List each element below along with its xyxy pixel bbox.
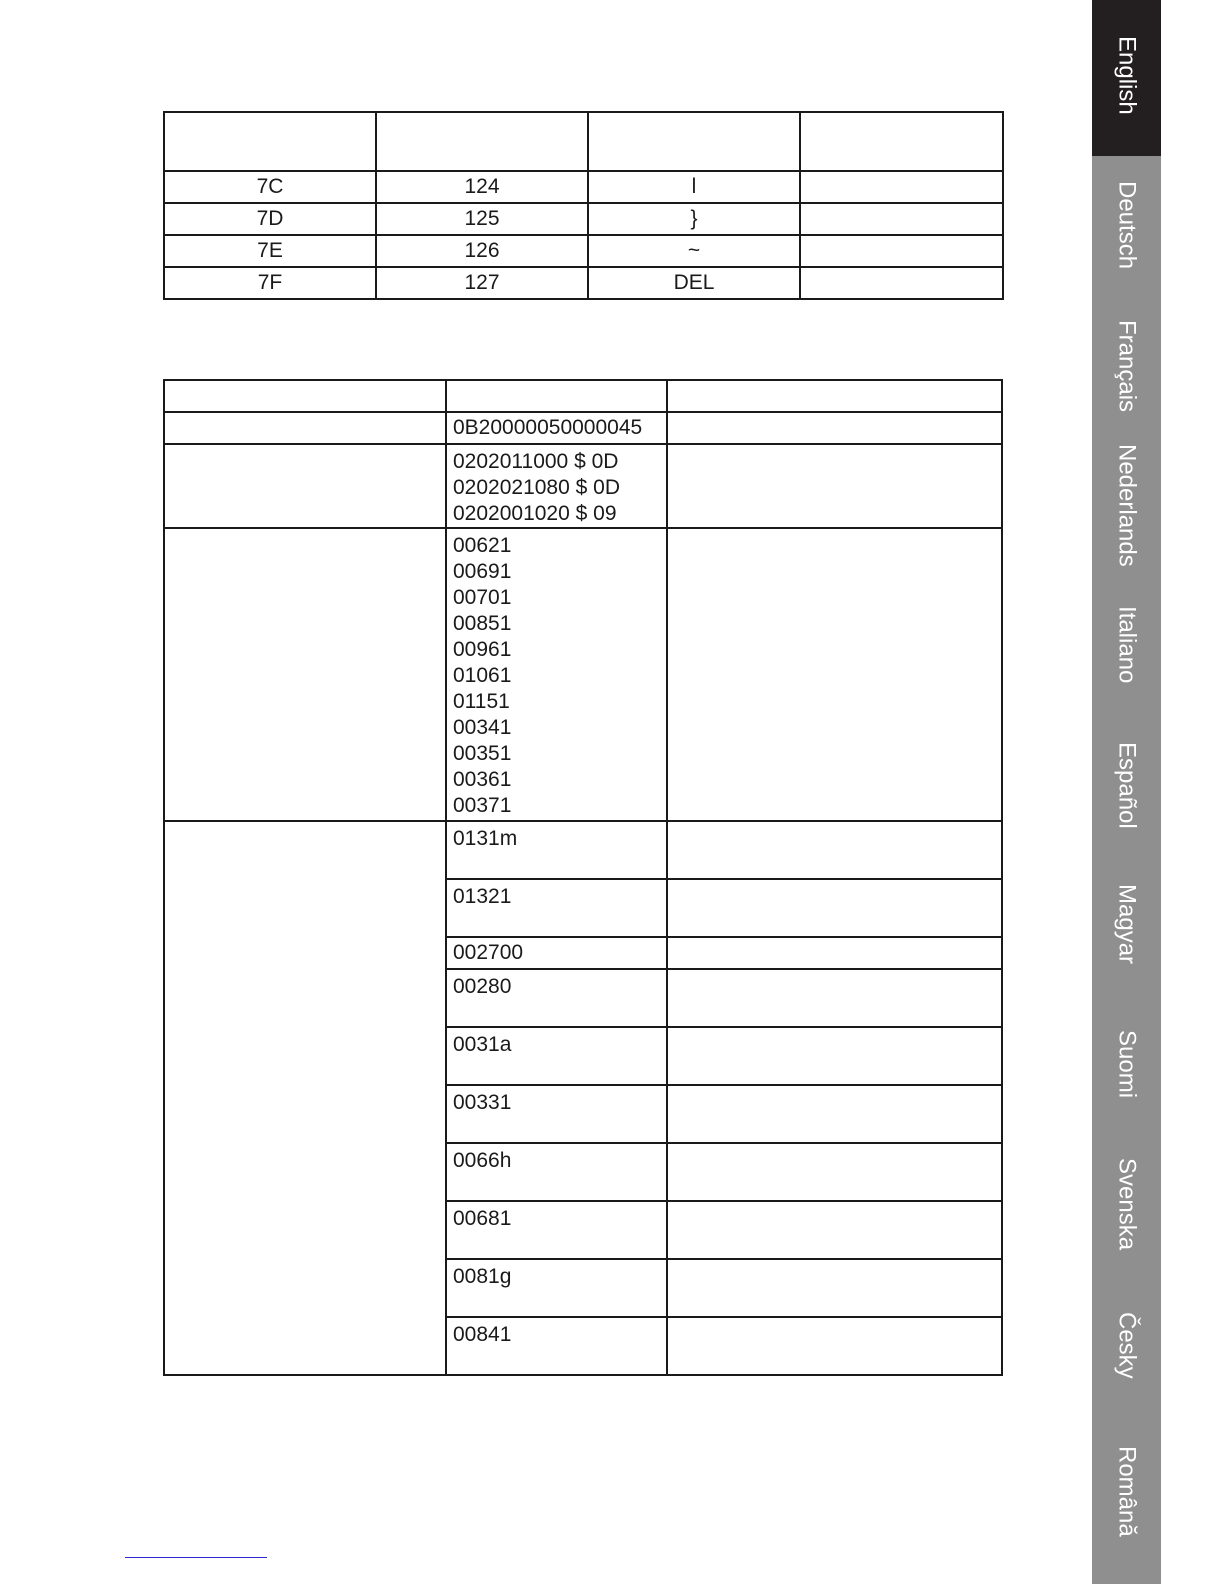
code-cell xyxy=(446,1201,667,1259)
code-cell xyxy=(446,969,667,1027)
empty-cell xyxy=(164,444,446,528)
tab-label: Deutsch xyxy=(1113,181,1141,270)
header-cell xyxy=(376,112,588,171)
header-cell xyxy=(667,380,1002,412)
empty-cell xyxy=(667,1201,1002,1259)
settings-table-header xyxy=(164,380,1002,412)
code-line: 002700 xyxy=(453,941,524,964)
tab-deutsch[interactable] xyxy=(1092,145,1161,285)
char-cell: } xyxy=(588,203,800,235)
tab-nederlands[interactable] xyxy=(1092,408,1161,568)
tab-english[interactable] xyxy=(1092,0,1161,156)
code-cell xyxy=(446,1085,667,1143)
code-cell xyxy=(446,879,667,937)
code-line: 00691 xyxy=(453,560,512,583)
hex-cell: 7D xyxy=(164,203,376,235)
code-cell xyxy=(446,821,667,879)
hex-cell: 7F xyxy=(164,267,376,299)
code-line: 00351 xyxy=(453,742,512,765)
tab-svenska[interactable] xyxy=(1092,1122,1161,1272)
dec-cell: 125 xyxy=(376,203,588,235)
empty-cell xyxy=(667,1259,1002,1317)
code-cell xyxy=(446,412,667,444)
table-row xyxy=(164,444,1002,528)
char-cell: DEL xyxy=(588,267,800,299)
empty-cell xyxy=(667,1027,1002,1085)
table-row xyxy=(164,412,1002,444)
tab-label: Italiano xyxy=(1113,606,1141,684)
header-cell xyxy=(164,380,446,412)
code-cell xyxy=(446,1259,667,1317)
tab-cesky[interactable] xyxy=(1092,1276,1161,1416)
header-cell xyxy=(164,112,376,171)
tab-label: Français xyxy=(1113,320,1141,413)
code-line: 0202021080 $ 0D xyxy=(453,476,620,499)
tab-italiano[interactable] xyxy=(1092,570,1161,710)
empty-cell xyxy=(667,879,1002,937)
language-tabs xyxy=(1092,0,1161,1584)
tab-label: Español xyxy=(1113,742,1141,829)
code-cell xyxy=(446,937,667,969)
header-cell xyxy=(446,380,667,412)
dec-cell: 126 xyxy=(376,235,588,267)
empty-cell xyxy=(667,444,1002,528)
hex-cell: 7C xyxy=(164,171,376,203)
code-line: 0081g xyxy=(453,1265,512,1288)
empty-cell xyxy=(164,528,446,821)
tab-francais[interactable] xyxy=(1092,284,1161,424)
tab-espanol[interactable] xyxy=(1092,706,1161,846)
code-line: 00621 xyxy=(453,534,512,557)
header-cell xyxy=(800,112,1003,171)
table-row xyxy=(164,528,1002,821)
code-line: 00701 xyxy=(453,586,512,609)
table-row xyxy=(164,171,1003,203)
table-row xyxy=(164,203,1003,235)
empty-cell xyxy=(800,235,1003,267)
empty-cell xyxy=(667,937,1002,969)
empty-cell xyxy=(164,412,446,444)
table-row xyxy=(164,821,1002,879)
empty-cell xyxy=(667,1085,1002,1143)
settings-table xyxy=(163,379,1003,1376)
code-line: 0131m xyxy=(453,827,518,850)
empty-cell xyxy=(800,267,1003,299)
hex-cell: 7E xyxy=(164,235,376,267)
ascii-table-header xyxy=(164,112,1003,171)
code-cell xyxy=(446,1143,667,1201)
empty-cell xyxy=(667,528,1002,821)
char-cell: ~ xyxy=(588,235,800,267)
code-line: 00361 xyxy=(453,768,512,791)
tab-label: Nederlands xyxy=(1113,444,1141,567)
code-cell xyxy=(446,1027,667,1085)
tab-label: Česky xyxy=(1113,1312,1141,1379)
code-line: 00371 xyxy=(453,794,512,817)
tab-label: Svenska xyxy=(1113,1158,1141,1251)
header-cell xyxy=(588,112,800,171)
code-line: 00280 xyxy=(453,975,512,998)
code-line: 0031a xyxy=(453,1033,512,1056)
code-line: 00851 xyxy=(453,612,512,635)
tab-label: Română xyxy=(1113,1446,1141,1537)
empty-cell xyxy=(800,203,1003,235)
code-line: 0202011000 $ 0D xyxy=(453,450,619,473)
code-cell xyxy=(446,1317,667,1375)
dec-cell: 127 xyxy=(376,267,588,299)
empty-cell xyxy=(667,412,1002,444)
code-line: 0066h xyxy=(453,1149,512,1172)
tab-label: Suomi xyxy=(1113,1030,1141,1099)
tab-label: English xyxy=(1113,36,1141,115)
empty-cell xyxy=(667,969,1002,1027)
code-cell xyxy=(446,528,667,821)
char-cell: l xyxy=(588,171,800,203)
code-line: 0B20000050000045 xyxy=(453,416,643,439)
table-row xyxy=(164,267,1003,299)
tab-romana[interactable] xyxy=(1092,1410,1161,1580)
ascii-table xyxy=(163,111,1004,300)
tab-suomi[interactable] xyxy=(1092,994,1161,1134)
code-line: 00681 xyxy=(453,1207,512,1230)
table-row xyxy=(164,235,1003,267)
tab-label: Magyar xyxy=(1113,884,1141,965)
footer-rule xyxy=(125,1557,267,1558)
empty-cell xyxy=(164,821,446,1375)
code-line: 01321 xyxy=(453,885,512,908)
code-line: 00841 xyxy=(453,1323,512,1346)
code-cell xyxy=(446,444,667,528)
code-line: 00961 xyxy=(453,638,512,661)
empty-cell xyxy=(800,171,1003,203)
empty-cell xyxy=(667,1317,1002,1375)
tab-magyar[interactable] xyxy=(1092,848,1161,988)
code-line: 01061 xyxy=(453,664,512,687)
code-line: 0202001020 $ 09 xyxy=(453,502,617,525)
empty-cell xyxy=(667,1143,1002,1201)
dec-cell: 124 xyxy=(376,171,588,203)
empty-cell xyxy=(667,821,1002,879)
code-line: 00331 xyxy=(453,1091,512,1114)
code-line: 00341 xyxy=(453,716,512,739)
code-line: 01151 xyxy=(453,690,510,713)
